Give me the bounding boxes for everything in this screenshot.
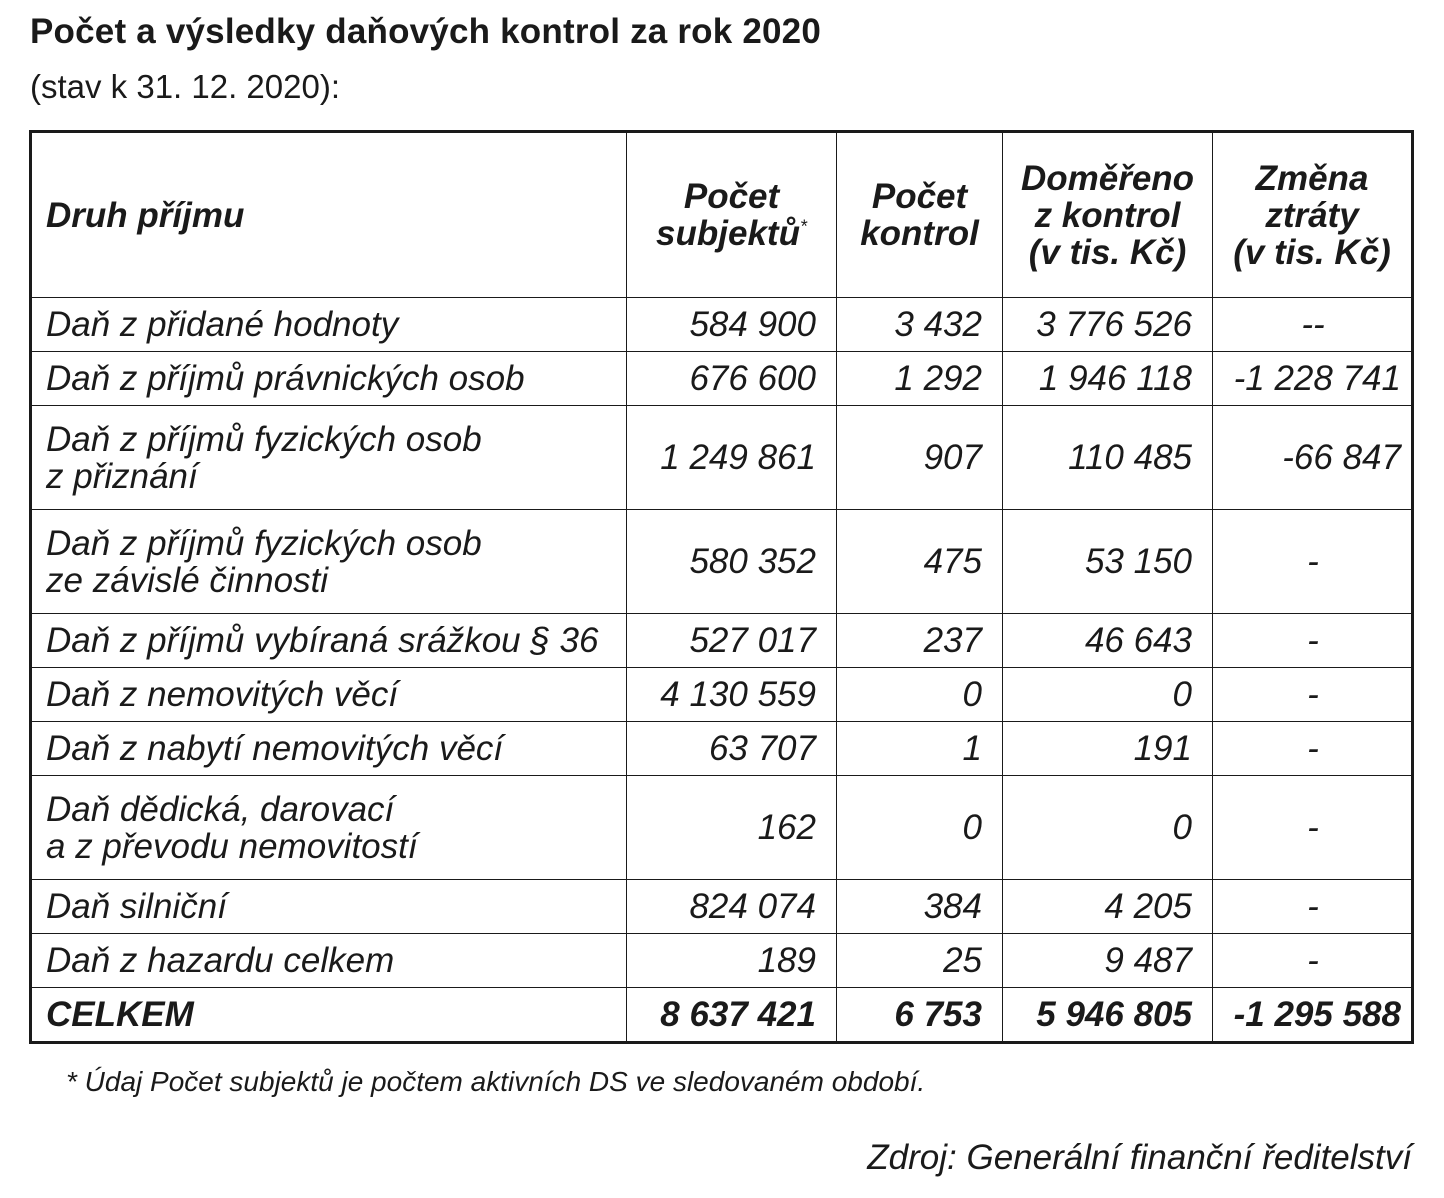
row-druh-label: Daň silniční xyxy=(46,887,227,926)
cell-subjekty: 676 600 xyxy=(627,352,837,406)
row-druh-label: Daň z nemovitých věcí xyxy=(46,675,399,714)
cell-zmena: -1 228 741 xyxy=(1213,352,1413,406)
cell-subjekty: 189 xyxy=(627,934,837,988)
header-zmena-ztraty xyxy=(1213,132,1413,298)
row-druh-label: Daň z příjmů vybíraná srážkou § 36 xyxy=(46,621,599,660)
row-druh-label: Daň dědická, darovací xyxy=(46,789,395,829)
row-druh-label: Daň z příjmů fyzických osob xyxy=(46,523,482,563)
cell-subjekty: 580 352 xyxy=(627,510,837,614)
cell-kontroly: 3 432 xyxy=(837,298,1003,352)
row-druh-label: a z převodu nemovitostí xyxy=(46,826,418,866)
row-druh-label: Daň z nabytí nemovitých věcí xyxy=(46,729,504,768)
cell-zmena: -66 847 xyxy=(1213,406,1413,510)
row-druh xyxy=(31,934,627,988)
row-druh-label: Daň z hazardu celkem xyxy=(46,941,395,980)
cell-kontroly: 1 xyxy=(837,722,1003,776)
cell-domereno: 110 485 xyxy=(1003,406,1213,510)
page-title: Počet a výsledky daňových kontrol za rok 2020 xyxy=(30,12,822,51)
row-druh xyxy=(31,880,627,934)
table-row xyxy=(31,776,1413,880)
header-druh-label: Druh příjmu xyxy=(46,195,245,235)
cell-subjekty: 824 074 xyxy=(627,880,837,934)
total-kontroly: 6 753 xyxy=(837,988,1003,1043)
cell-subjekty: 4 130 559 xyxy=(627,668,837,722)
cell-subjekty: 527 017 xyxy=(627,614,837,668)
header-pocet-subjektu xyxy=(627,132,837,298)
row-druh-label: Daň z příjmů fyzických osob xyxy=(46,419,482,459)
cell-kontroly: 475 xyxy=(837,510,1003,614)
cell-kontroly: 0 xyxy=(837,668,1003,722)
table-row xyxy=(31,406,1413,510)
cell-zmena: - xyxy=(1213,722,1413,776)
cell-kontroly: 237 xyxy=(837,614,1003,668)
cell-domereno: 0 xyxy=(1003,776,1213,880)
cell-zmena: - xyxy=(1213,614,1413,668)
cell-subjekty: 162 xyxy=(627,776,837,880)
cell-zmena: - xyxy=(1213,934,1413,988)
row-druh xyxy=(31,510,627,614)
cell-kontroly: 1 292 xyxy=(837,352,1003,406)
cell-domereno: 3 776 526 xyxy=(1003,298,1213,352)
cell-zmena: - xyxy=(1213,880,1413,934)
table-row xyxy=(31,668,1413,722)
row-druh xyxy=(31,776,627,880)
header-label: ztráty xyxy=(1265,195,1359,235)
header-domereno xyxy=(1003,132,1213,298)
total-label: CELKEM xyxy=(31,988,627,1043)
cell-domereno: 46 643 xyxy=(1003,614,1213,668)
header-label: kontrol xyxy=(860,214,979,253)
cell-zmena: -- xyxy=(1213,298,1413,352)
total-zmena: -1 295 588 xyxy=(1213,988,1413,1043)
cell-subjekty: 63 707 xyxy=(627,722,837,776)
header-label: z kontrol xyxy=(1034,195,1181,235)
row-druh-label: ze závislé činnosti xyxy=(46,560,329,600)
cell-domereno: 191 xyxy=(1003,722,1213,776)
cell-zmena: - xyxy=(1213,510,1413,614)
header-label: subjektů xyxy=(656,214,800,253)
cell-domereno: 4 205 xyxy=(1003,880,1213,934)
cell-kontroly: 384 xyxy=(837,880,1003,934)
table-row xyxy=(31,510,1413,614)
footnote-marker: * xyxy=(799,216,807,237)
cell-subjekty: 584 900 xyxy=(627,298,837,352)
cell-domereno: 1 946 118 xyxy=(1003,352,1213,406)
table-row xyxy=(31,352,1413,406)
cell-subjekty: 1 249 861 xyxy=(627,406,837,510)
row-druh xyxy=(31,614,627,668)
page-subtitle: (stav k 31. 12. 2020): xyxy=(30,68,341,105)
header-label: Doměřeno xyxy=(1020,158,1195,198)
tax-control-table xyxy=(29,130,1414,1044)
table-row xyxy=(31,880,1413,934)
cell-zmena: - xyxy=(1213,668,1413,722)
header-pocet-kontrol xyxy=(837,132,1003,298)
row-druh-label: z přiznání xyxy=(46,456,198,496)
header-label: Změna xyxy=(1255,158,1369,198)
total-domereno: 5 946 805 xyxy=(1003,988,1213,1043)
table-row xyxy=(31,934,1413,988)
total-subjekty: 8 637 421 xyxy=(627,988,837,1043)
header-row xyxy=(31,132,1413,298)
cell-kontroly: 907 xyxy=(837,406,1003,510)
total-row xyxy=(31,988,1413,1043)
table-row xyxy=(31,614,1413,668)
row-druh xyxy=(31,406,627,510)
source-note: Zdroj: Generální finanční ředitelství xyxy=(867,1138,1412,1177)
cell-kontroly: 25 xyxy=(837,934,1003,988)
header-label: (v tis. Kč) xyxy=(1028,232,1187,272)
row-druh xyxy=(31,722,627,776)
row-druh xyxy=(31,352,627,406)
cell-domereno: 0 xyxy=(1003,668,1213,722)
footnote: * Údaj Počet subjektů je počtem aktivních DS ve sledovaném období. xyxy=(66,1066,926,1097)
table-row xyxy=(31,298,1413,352)
row-druh-label: Daň z přidané hodnoty xyxy=(46,305,399,344)
row-druh xyxy=(31,298,627,352)
row-druh xyxy=(31,668,627,722)
table-row xyxy=(31,722,1413,776)
header-label: (v tis. Kč) xyxy=(1233,232,1391,272)
header-label: Počet xyxy=(871,177,968,216)
cell-domereno: 9 487 xyxy=(1003,934,1213,988)
cell-domereno: 53 150 xyxy=(1003,510,1213,614)
cell-kontroly: 0 xyxy=(837,776,1003,880)
cell-zmena: - xyxy=(1213,776,1413,880)
header-druh xyxy=(31,132,627,298)
row-druh-label: Daň z příjmů právnických osob xyxy=(46,359,525,398)
header-label: Počet xyxy=(683,177,780,216)
